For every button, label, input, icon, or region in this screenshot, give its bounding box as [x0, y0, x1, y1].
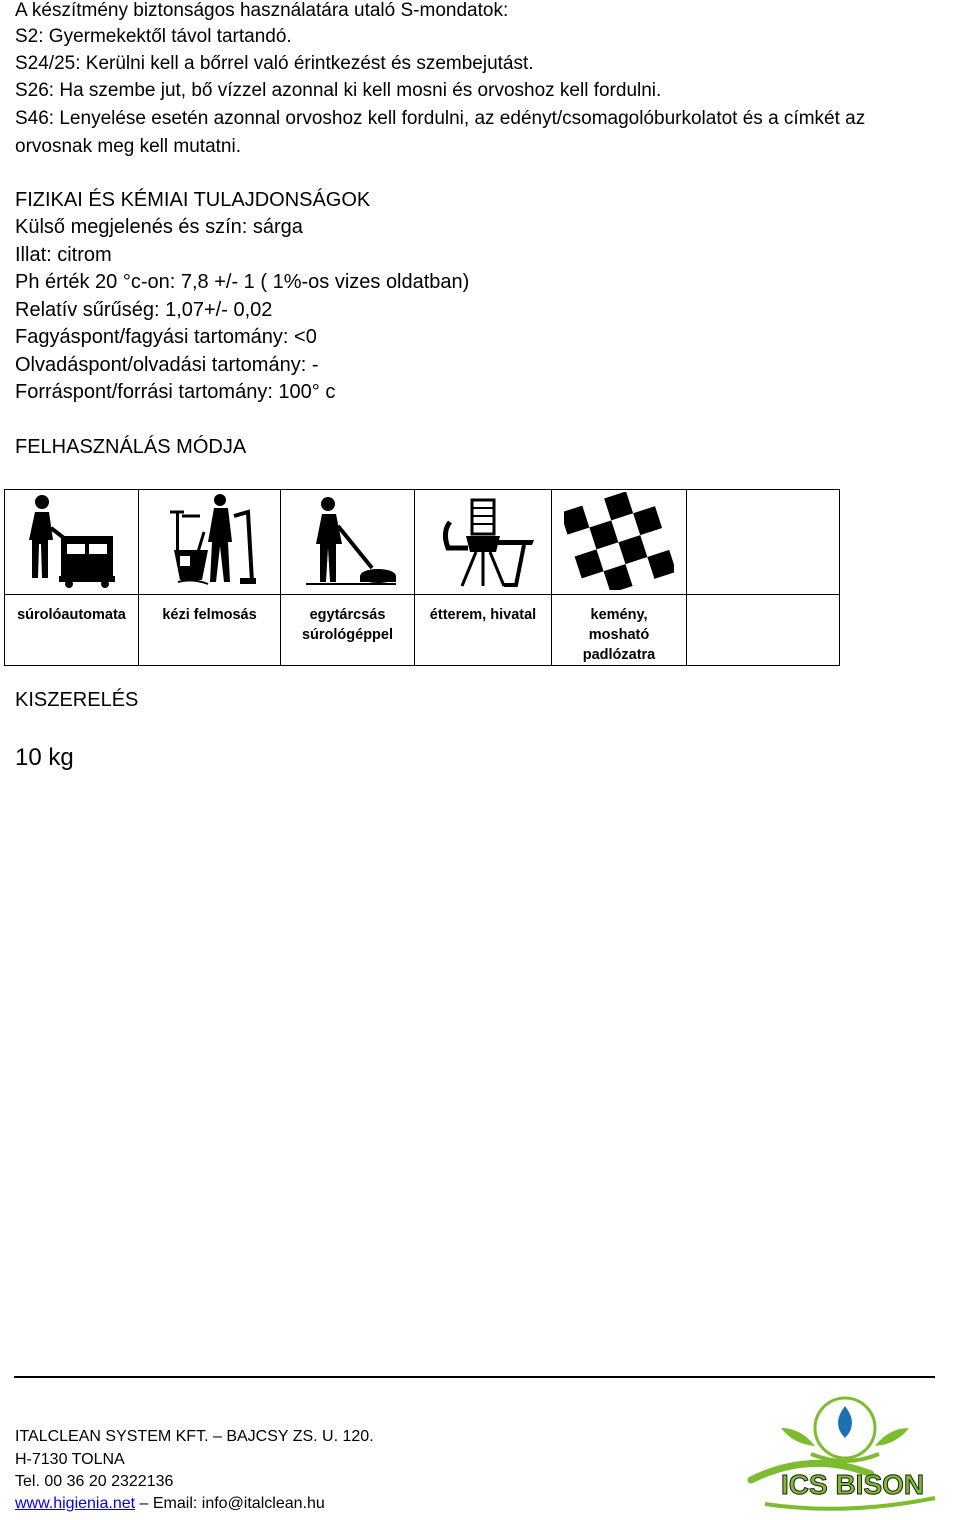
footer-divider: [14, 1376, 935, 1378]
usage-cell-hard-floor: [552, 490, 687, 595]
physical-heading: FIZIKAI ÉS KÉMIAI TULAJDONSÁGOK: [15, 189, 371, 211]
single-disc-machine-icon: [298, 492, 398, 590]
usage-label: kemény,: [590, 607, 648, 623]
usage-label: súrolóautomata: [17, 607, 126, 623]
usage-cell-manual: [139, 490, 281, 595]
usage-table: [4, 489, 840, 666]
packaging-value: 10 kg: [15, 744, 74, 771]
hard-floor-icon: [564, 492, 674, 590]
restaurant-office-icon: [428, 492, 538, 590]
property-boiling: Forráspont/forrási tartomány: 100° c: [15, 381, 336, 403]
usage-label: padlózatra: [582, 647, 656, 663]
usage-label-cell: [552, 595, 687, 666]
usage-label: mosható: [588, 627, 650, 643]
safety-intro: A készítmény biztonságos használatára utaló S-mondatok:: [15, 0, 509, 21]
footer-address: H-7130 TOLNA: [15, 1451, 125, 1468]
property-freezing: Fagyáspont/fagyási tartomány: <0: [15, 326, 317, 348]
ics-bison-logo: [745, 1388, 955, 1516]
usage-label: súrológéppel: [301, 627, 394, 643]
usage-cell-scrubber: [5, 490, 139, 595]
footer-email: – Email: info@italclean.hu: [135, 1495, 325, 1512]
footer-phone: Tel. 00 36 20 2322136: [15, 1473, 174, 1490]
usage-label: étterem, hivatal: [429, 607, 537, 623]
usage-label-cell: [415, 595, 552, 666]
usage-cell-single-disc: [281, 490, 415, 595]
footer-contact: [15, 1495, 325, 1513]
logo-text: ICS BISON: [781, 1469, 925, 1500]
safety-s2: S2: Gyermekektől távol tartandó.: [15, 26, 292, 47]
usage-label-cell: [281, 595, 415, 666]
property-density: Relatív sűrűség: 1,07+/- 0,02: [15, 299, 273, 321]
usage-label-cell-empty: [687, 595, 840, 666]
property-melting: Olvadáspont/olvadási tartomány: -: [15, 354, 319, 376]
safety-s46-cont: orvosnak meg kell mutatni.: [15, 136, 241, 157]
footer-company: ITALCLEAN SYSTEM KFT. – BAJCSY ZS. U. 120.: [15, 1428, 374, 1445]
property-odor: Illat: citrom: [15, 244, 112, 266]
usage-cell-empty: [687, 490, 840, 595]
usage-cell-restaurant: [415, 490, 552, 595]
usage-heading: FELHASZNÁLÁS MÓDJA: [15, 436, 247, 458]
usage-label-cell: [5, 595, 139, 666]
scrubber-machine-icon: [27, 492, 117, 590]
property-ph: Ph érték 20 °c-on: 7,8 +/- 1 ( 1%-os vizes oldatban): [15, 271, 470, 293]
packaging-heading: KISZERELÉS: [15, 689, 139, 711]
safety-s24-25: S24/25: Kerülni kell a bőrrel való érintkezést és szembejutást.: [15, 53, 534, 74]
usage-label-cell: [139, 595, 281, 666]
usage-label: kézi felmosás: [162, 607, 257, 623]
property-appearance: Külső megjelenés és szín: sárga: [15, 216, 303, 238]
website-link[interactable]: www.higienia.net: [15, 1495, 136, 1512]
usage-label: egytárcsás: [309, 607, 386, 623]
safety-s46: S46: Lenyelése esetén azonnal orvoshoz kell fordulni, az edényt/csomagolóburkolatot és a címkét az: [15, 108, 866, 129]
manual-mopping-icon: [160, 492, 260, 590]
safety-s26: S26: Ha szembe jut, bő vízzel azonnal ki kell mosni és orvoshoz kell fordulni.: [15, 80, 662, 101]
